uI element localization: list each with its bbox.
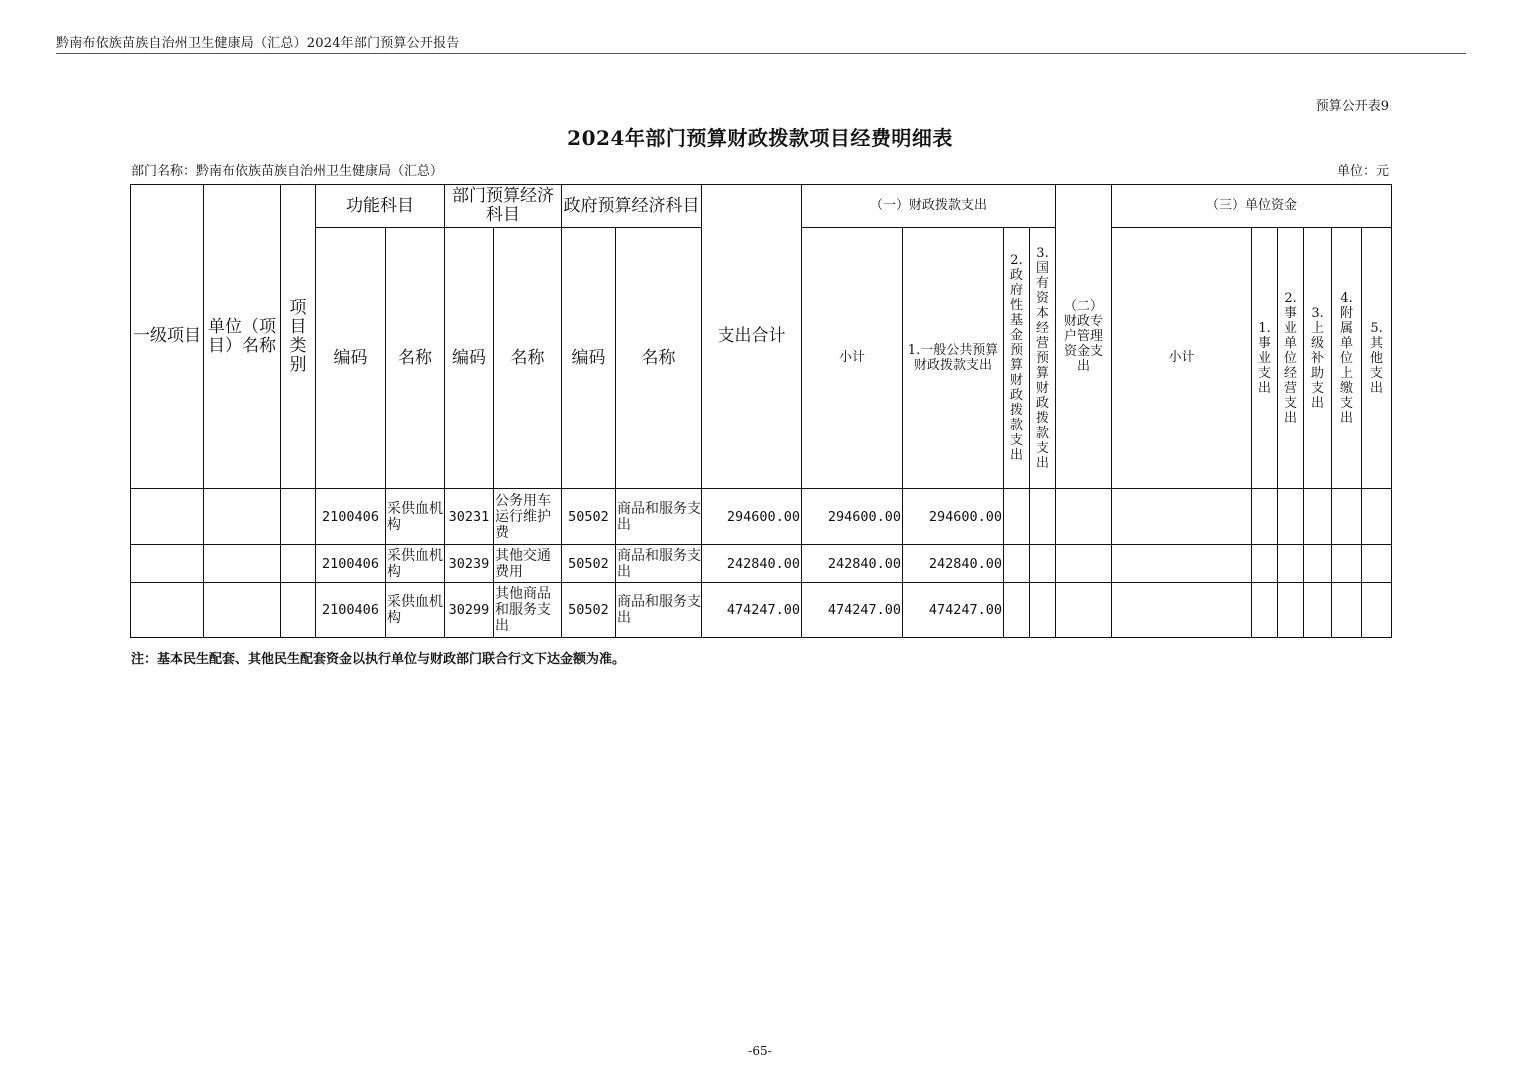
header-project-type (281, 185, 316, 489)
header-project-type-label: 项目类别 (289, 297, 307, 375)
cell-superior-subsidy (1304, 545, 1332, 583)
cell-unit-name (204, 583, 281, 638)
cell-project-type (281, 545, 316, 583)
cell-gov-fund (1004, 583, 1030, 638)
cell-dept-name: 其他商品和服务支出 (494, 583, 562, 638)
cell-total: 242840.00 (702, 545, 802, 583)
cell-project-level1 (131, 545, 204, 583)
cell-career-exp (1252, 545, 1278, 583)
header-func-name: 名称 (386, 228, 445, 489)
header-dept-code: 编码 (445, 228, 494, 489)
cell-unit-name (204, 545, 281, 583)
table-row (131, 583, 1392, 638)
header-dept-econ-subject: 部门预算经济科目 (445, 185, 562, 228)
cell-project-level1 (131, 583, 204, 638)
header-gov-econ-subject: 政府预算经济科目 (562, 185, 702, 228)
cell-dept-name: 其他交通费用 (494, 545, 562, 583)
table-number: 预算公开表9 (1315, 99, 1389, 114)
cell-func-name: 采供血机构 (386, 583, 445, 638)
cell-dept-code: 30239 (445, 545, 494, 583)
header-affiliate-payment (1332, 228, 1362, 489)
cell-func-code: 2100406 (316, 583, 386, 638)
cell-fiscal-subtotal: 242840.00 (802, 545, 903, 583)
cell-special-mgmt (1056, 489, 1112, 545)
cell-affiliate-payment (1332, 489, 1362, 545)
currency-unit: 单位：元 (1336, 164, 1389, 179)
cell-business-exp (1278, 545, 1304, 583)
cell-gov-name: 商品和服务支出 (616, 583, 702, 638)
cell-unit-subtotal (1112, 545, 1252, 583)
header-func-code: 编码 (316, 228, 386, 489)
header-dept-name: 名称 (494, 228, 562, 489)
cell-other-exp (1362, 489, 1392, 545)
header-special-mgmt: （二）财政专户管理资金支出 (1056, 185, 1112, 489)
page-title: 2024年部门预算财政拨款项目经费明细表 (567, 126, 953, 150)
header-rule (56, 53, 1466, 54)
cell-gov-fund (1004, 489, 1030, 545)
page-number: -65- (748, 1044, 772, 1058)
header-fiscal-group: （一）财政拨款支出 (802, 185, 1056, 228)
cell-general-public: 294600.00 (903, 489, 1004, 545)
header-state-capital-label: 3.国有资本经营预算财政拨款支出 (1035, 245, 1049, 471)
cell-state-capital (1030, 583, 1056, 638)
cell-fiscal-subtotal: 294600.00 (802, 489, 903, 545)
cell-func-code: 2100406 (316, 489, 386, 545)
header-other-exp (1362, 228, 1392, 489)
cell-superior-subsidy (1304, 583, 1332, 638)
department-name: 部门名称：黔南布依族苗族自治州卫生健康局（汇总） (131, 164, 444, 179)
running-head: 黔南布依族苗族自治州卫生健康局（汇总）2024年部门预算公开报告 (56, 36, 460, 51)
table-row (131, 489, 1392, 545)
cell-gov-name: 商品和服务支出 (616, 489, 702, 545)
header-career-exp (1252, 228, 1278, 489)
cell-project-type (281, 583, 316, 638)
cell-other-exp (1362, 545, 1392, 583)
header-gov-code: 编码 (562, 228, 616, 489)
cell-dept-code: 30299 (445, 583, 494, 638)
cell-fiscal-subtotal: 474247.00 (802, 583, 903, 638)
header-other-exp-label: 5.其他支出 (1370, 320, 1384, 396)
cell-func-name: 采供血机构 (386, 489, 445, 545)
cell-unit-subtotal (1112, 583, 1252, 638)
header-business-exp (1278, 228, 1304, 489)
cell-project-type (281, 489, 316, 545)
cell-gov-code: 50502 (562, 545, 616, 583)
cell-unit-subtotal (1112, 489, 1252, 545)
cell-business-exp (1278, 583, 1304, 638)
header-business-exp-label: 2.事业单位经营支出 (1284, 290, 1298, 426)
header-general-public: 1.一般公共预算财政拨款支出 (903, 228, 1004, 489)
header-superior-subsidy-label: 3.上级补助支出 (1311, 305, 1325, 411)
cell-special-mgmt (1056, 545, 1112, 583)
cell-func-name: 采供血机构 (386, 545, 445, 583)
cell-other-exp (1362, 583, 1392, 638)
cell-special-mgmt (1056, 583, 1112, 638)
header-superior-subsidy (1304, 228, 1332, 489)
header-fiscal-subtotal: 小计 (802, 228, 903, 489)
header-project-level1: 一级项目 (131, 185, 204, 489)
cell-career-exp (1252, 489, 1278, 545)
header-unit-subtotal: 小计 (1112, 228, 1252, 489)
cell-dept-code: 30231 (445, 489, 494, 545)
header-unit-funds-group: （三）单位资金 (1112, 185, 1392, 228)
header-state-capital (1030, 228, 1056, 489)
header-gov-name: 名称 (616, 228, 702, 489)
cell-affiliate-payment (1332, 545, 1362, 583)
budget-table (130, 184, 1392, 638)
header-total: 支出合计 (702, 185, 802, 489)
cell-general-public: 474247.00 (903, 583, 1004, 638)
cell-func-code: 2100406 (316, 545, 386, 583)
cell-project-level1 (131, 489, 204, 545)
cell-unit-name (204, 489, 281, 545)
header-function-subject: 功能科目 (316, 185, 445, 228)
cell-general-public: 242840.00 (903, 545, 1004, 583)
cell-state-capital (1030, 545, 1056, 583)
header-gov-fund (1004, 228, 1030, 489)
cell-gov-code: 50502 (562, 489, 616, 545)
header-unit-name: 单位（项目）名称 (204, 185, 281, 489)
header-career-exp-label: 1.事业支出 (1258, 320, 1272, 396)
cell-career-exp (1252, 583, 1278, 638)
cell-gov-fund (1004, 545, 1030, 583)
footnote: 注：基本民生配套、其他民生配套资金以执行单位与财政部门联合行文下达金额为准。 (131, 652, 626, 667)
cell-total: 474247.00 (702, 583, 802, 638)
cell-business-exp (1278, 489, 1304, 545)
header-affiliate-payment-label: 4.附属单位上缴支出 (1340, 290, 1354, 426)
cell-superior-subsidy (1304, 489, 1332, 545)
table-row (131, 545, 1392, 583)
header-gov-fund-label: 2.政府性基金预算财政拨款支出 (1009, 253, 1023, 463)
cell-gov-code: 50502 (562, 583, 616, 638)
cell-affiliate-payment (1332, 583, 1362, 638)
cell-gov-name: 商品和服务支出 (616, 545, 702, 583)
cell-total: 294600.00 (702, 489, 802, 545)
cell-state-capital (1030, 489, 1056, 545)
cell-dept-name: 公务用车运行维护费 (494, 489, 562, 545)
